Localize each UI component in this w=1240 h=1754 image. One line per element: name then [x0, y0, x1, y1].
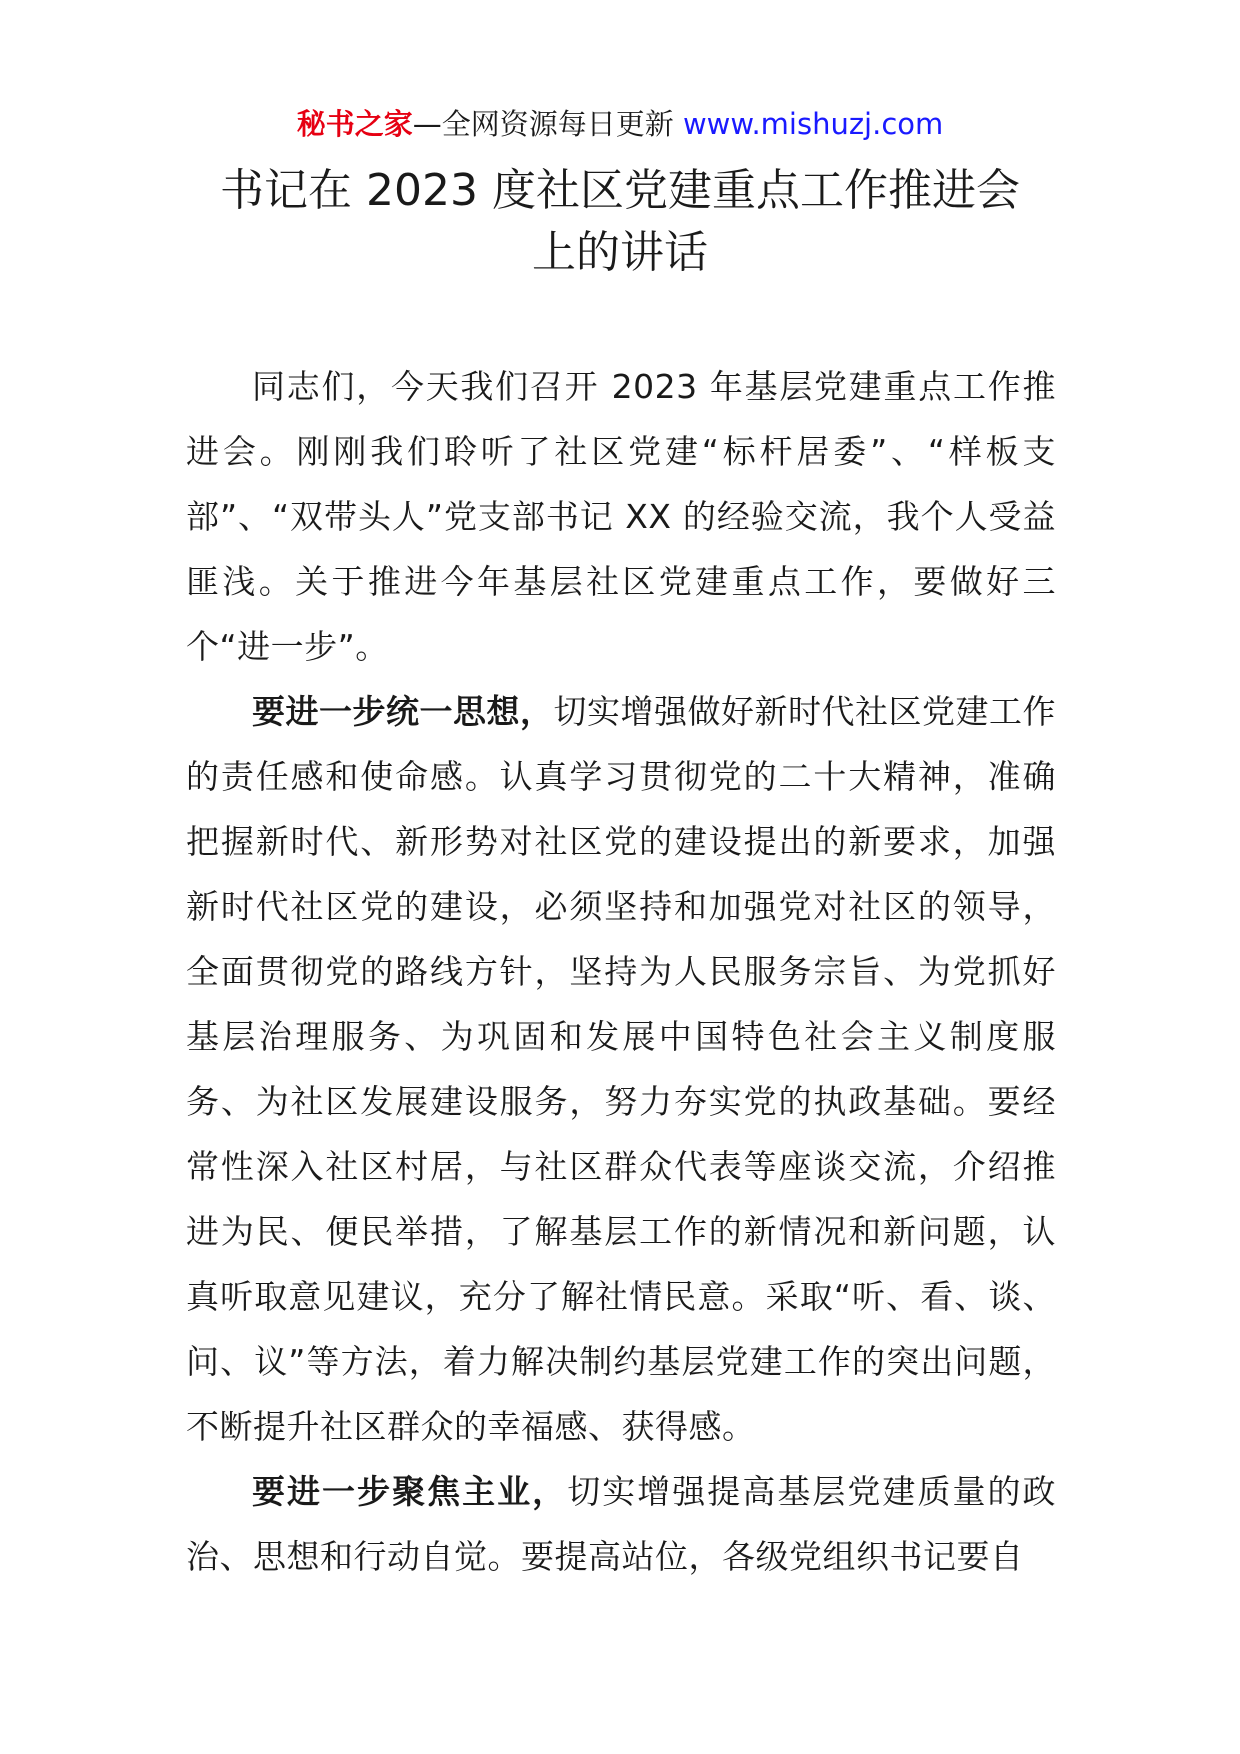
title-line-2: 上的讲话 — [532, 227, 708, 278]
document-body — [186, 354, 1056, 1589]
paragraph-body-unify: 切实增强做好新时代社区党建工作的责任感和使命感。认真学习贯彻党的二十大精神，准确把握新时代、新形势对社区党的建设提出的新要求，加强新时代社区党的建设，必须坚持和加强党对社区的领导，全面贯彻党的路线方针，坚持为人民服务宗旨、为党抓好基层治理服务、为巩固和发展中国特色社会主义制度服务、为社区发展建设服务，努力夯实党的执政基础。要经常性深入社区村居，与社区群众代表等座谈交流，介绍推进为民、便民举措，了解基层工作的新情况和新问题，认真听取意见建议，充分了解社情民意。采取“听、看、谈、问、议”等方法，着力解决制约基层党建工作的突出问题，不断提升社区群众的幸福感、获得感。 — [186, 692, 1056, 1446]
site-header — [0, 104, 1240, 144]
paragraph-lead-unify: 要进一步统一思想， — [252, 692, 554, 731]
document-title — [0, 160, 1240, 284]
brand-name: 秘书之家 — [296, 107, 413, 141]
site-tagline: —全网资源每日更新 — [412, 107, 674, 141]
paragraph-lead-focus: 要进一步聚焦主业， — [252, 1472, 568, 1511]
paragraph-focus-main-work — [186, 1459, 1056, 1589]
site-url-link[interactable]: www.mishuzj.com — [682, 107, 944, 141]
title-line-1: 书记在 2023 度社区党建重点工作推进会 — [220, 165, 1020, 216]
paragraph-unify-thinking — [186, 679, 1056, 1459]
paragraph-opening: 同志们，今天我们召开 2023 年基层党建重点工作推进会。刚刚我们聆听了社区党建“标杆居委”、“样板支部”、“双带头人”党支部书记 XX 的经验交流，我个人受益匪浅。关于推进今年基层社区党建重点工作，要做好三个“进一步”。 — [186, 367, 1056, 666]
paragraph-body-focus: 切实增强提高基层党建质量的政治、思想和行动自觉。要提高站位，各级党组织书记要自 — [186, 1472, 1057, 1576]
